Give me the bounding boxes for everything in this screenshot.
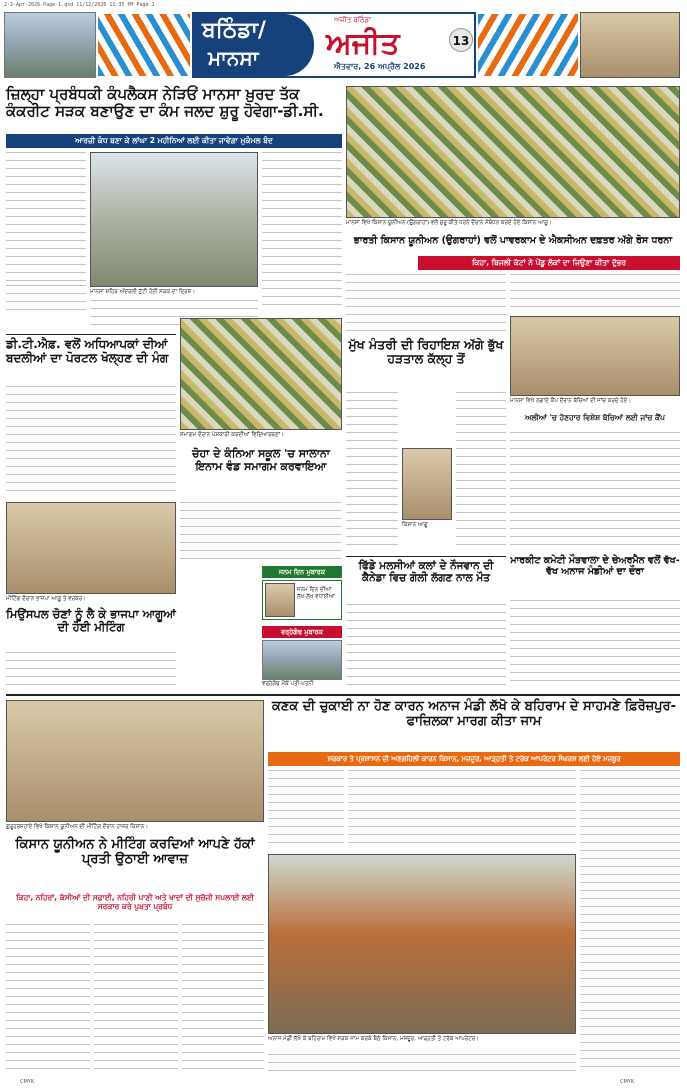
school-photo-caption: ਸਮਾਗਮ ਦੌਰਾਨ ਪੇਸ਼ਕਾਰੀ ਕਰਦੀਆਂ ਵਿਦਿਆਰਥਣਾਂ। — [180, 432, 284, 438]
edition-right: ਮਾਨਸਾ — [208, 46, 259, 70]
road-body-col2 — [262, 152, 342, 312]
footer-right: CMYK — [620, 1079, 635, 1085]
anniversary-caption: ਵਰ੍ਹੇਗੰਢ ਮੌਕੇ ਪਤੀ-ਪਤਨੀ — [262, 681, 314, 687]
masthead — [0, 10, 687, 82]
print-strip: 2-2-Apr-2026-Page-1.qxd 11/12/2026 11:35 PM Page 1 — [4, 2, 155, 8]
footer-strip — [0, 1076, 687, 1089]
canada-headline: ਫਿੱਡੇ ਮਲਸੀਆਂ ਕਲਾਂ ਦੇ ਨੌਜਵਾਨ ਦੀ ਕੈਨੇਡਾ ਵਿਚ ਗੋਲੀ ਲੱਗਣ ਨਾਲ ਮੌਤ — [358, 560, 494, 585]
edition-date: ਐਤਵਾਰ, 26 ਅਪ੍ਰੈਲ 2026 — [334, 62, 426, 71]
protest-body-col2 — [510, 274, 680, 314]
road-headline: ਜ਼ਿਲ੍ਹਾ ਪ੍ਰਬੰਧਕੀ ਕੰਪਲੈਕਸ ਨੇੜਿਓਂ ਮਾਨਸਾ ਖ਼ੁਰਦ ਤੱਕ ਕੰਕਰੀਟ ਸੜਕ ਬਣਾਉਣ ਦਾ ਕੰਮ ਜਲਦ ਸ਼ੁਰੂ ਹੋਵੇਗਾ-ਡੀ.ਸੀ. — [6, 85, 324, 121]
road-photo — [90, 152, 258, 287]
birthday-photo — [265, 583, 295, 617]
road-subheadline: ਆਰਜ਼ੀ ਕੰਧ ਬਣਾ ਕੇ ਲਾਂਘਾ 2 ਮਹੀਨਿਆਂ ਲਈ ਕੀਤਾ ਜਾਵੇਗਾ ਮੁਕੰਮਲ ਬੰਦ — [6, 134, 342, 148]
bjp-meeting-caption: ਮੀਟਿੰਗ ਦੌਰਾਨ ਭਾਜਪਾ ਆਗੂ ਤੇ ਵਰਕਰ। — [6, 596, 86, 602]
road-body-col1 — [6, 152, 86, 282]
masthead-box — [192, 12, 476, 78]
divider — [6, 694, 680, 696]
decorative-pattern-left — [98, 14, 190, 76]
protest-photo-caption: ਮਾਨਸਾ ਵਿਖੇ ਕਿਸਾਨ ਯੂਨੀਅਨ (ਉਗਰਾਹਾਂ) ਵਲੋਂ ਸ਼ੁਰੂ ਕੀਤੇ ਧਰਨੇ ਦੌਰਾਨ ਸੰਬੋਧਨ ਕਰਦੇ ਹੋਏ ਕਿਸਾਨ ਆਗੂ। — [346, 220, 552, 226]
edition-block — [194, 14, 314, 76]
union-meeting-photo — [6, 700, 264, 822]
bjp-meeting-headline: ਮਿਉਂਸਪਲ ਚੋਣਾਂ ਨੂੰ ਲੈ ਕੇ ਭਾਜਪਾ ਆਗੂਆਂ ਦੀ ਹੋਈ ਮੀਟਿੰਗ — [6, 607, 176, 635]
hunger-strike-caption: ਕਿਸਾਨ ਆਗੂ — [402, 522, 428, 528]
teachers-body — [6, 386, 176, 498]
market-headline: ਮਾਰਕੀਟ ਕਮੇਟੀ ਮੌੜਵਾਲਾ ਦੇ ਚੇਅਰਮੈਨ ਵਲੋਂ ਵੱਖ-ਵੱਖ ਅਨਾਜ ਮੰਡੀਆਂ ਦਾ ਦੌਰਾ — [510, 555, 680, 577]
school-headline: ਚੋਹਾ ਦੇ ਕੰਨਿਆ ਸਕੂਲ 'ਚ ਸਾਲਾਨਾ ਇਨਾਮ ਵੰਡ ਸਮਾਗਮ ਕਰਵਾਇਆ — [192, 447, 330, 473]
anganwadi-caption: ਮਾਨਸਾ ਵਿਖੇ ਲਗਾਏ ਕੈਂਪ ਦੌਰਾਨ ਬੱਚਿਆਂ ਦੀ ਜਾਂਚ ਕਰਦੇ ਹੋਏ। — [510, 398, 632, 404]
canada-body — [346, 604, 506, 688]
union-meeting-caption: ਗੁਰੂਹਰਸਹਾਏ ਵਿਖੇ ਕਿਸਾਨ ਯੂਨੀਅਨ ਦੀ ਮੀਟਿੰਗ ਦੌਰਾਨ ਹਾਜ਼ਰ ਕਿਸਾਨ। — [6, 824, 149, 830]
union-body-col1 — [6, 924, 90, 1072]
road-photo-caption: ਮਾਨਸਾ ਸ਼ਹਿਰ ਅੰਦਰਲੀ ਟੁੱਟੀ ਹੋਈ ਸੜਕ ਦਾ ਦ੍ਰਿਸ਼। — [90, 289, 196, 295]
protest-body-col1 — [346, 274, 506, 334]
wheat-subheadline: ਸਰਕਾਰ ਤੇ ਪ੍ਰਸ਼ਾਸਨ ਦੀ ਅਣਗਹਿਲੀ ਕਾਰਨ ਕਿਸਾਨ, ਮਜ਼ਦੂਰ, ਆੜ੍ਹਤੀ ਤੇ ਟਰੱਕ ਆਪਰੇਟਰ ਸੰਘਰਸ਼ ਲਈ ਹੋਏ ਮਜ਼ਬੂਰ — [268, 752, 680, 766]
protest-headline: ਭਾਰਤੀ ਕਿਸਾਨ ਯੂਨੀਅਨ (ਉਗਰਾਹਾਂ) ਵਲੋਂ ਪਾਵਰਕਾਮ ਦੇ ਐਕਸੀਅਨ ਦਫ਼ਤਰ ਅੱਗੇ ਰੋਸ ਧਰਨਾ — [353, 235, 673, 246]
anniversary-photo — [262, 640, 342, 680]
divider — [6, 334, 176, 335]
wheat-photo-caption: ਅਨਾਜ ਮੰਡੀ ਲੱਖੋ ਕੇ ਬਹਿਰਾਮ ਵਿਖੇ ਸੜਕ ਜਾਮ ਕਰਕੇ ਬੈਠੇ ਕਿਸਾਨ, ਮਜ਼ਦੂਰ, ਆੜ੍ਹਤੀ ਤੇ ਟਰੱਕ ਆਪਰੇਟਰ। — [268, 1036, 479, 1042]
union-meeting-headline: ਕਿਸਾਨ ਯੂਨੀਅਨ ਨੇ ਮੀਟਿੰਗ ਕਰਦਿਆਂ ਆਪਣੇ ਹੱਕਾਂ ਪ੍ਰਤੀ ਉਠਾਈ ਆਵਾਜ਼ — [15, 837, 255, 867]
wheat-photo — [268, 854, 576, 1034]
decorative-pattern-right — [478, 14, 578, 76]
hunger-strike-headline: ਮੁੱਖ ਮੰਤਰੀ ਦੀ ਰਿਹਾਇਸ਼ ਅੱਗੇ ਭੁੱਖ ਹੜਤਾਲ ਕੱਲ੍ਹ ਤੋਂ — [348, 337, 504, 367]
teachers-headline: ਡੀ.ਟੀ.ਐਫ਼. ਵਲੋਂ ਅਧਿਆਪਕਾਂ ਦੀਆਂ ਬਦਲੀਆਂ ਦਾ ਪੋਰਟਲ ਖੋਲ੍ਹਣ ਦੀ ਮੰਗ — [6, 337, 169, 365]
brand-logo: ਅਜੀਤ — [326, 26, 400, 61]
hunger-body-col2 — [456, 392, 506, 552]
wheat-body-col4 — [268, 1054, 576, 1072]
market-body — [510, 600, 680, 688]
brand-small: ਅਜੀਤ ਬਠਿੰਡਾ — [334, 16, 372, 24]
protest-subheadline: ਕਿਹਾ, ਬਿਜਲੀ ਕੱਟਾਂ ਨੇ ਪੇਂਡੂ ਲੋਕਾਂ ਦਾ ਜਿਊਣਾ ਕੀਤਾ ਦੁੱਭਰ — [418, 256, 680, 270]
edition-left: ਬਠਿੰਡਾ/ — [202, 18, 266, 43]
wheat-body-col3 — [580, 770, 680, 1070]
union-body-col3 — [182, 924, 264, 1072]
bjp-meeting-photo — [6, 502, 176, 594]
masthead-photo-right — [580, 12, 680, 78]
wheat-body-col2 — [348, 770, 576, 850]
wheat-body-col1 — [268, 770, 344, 850]
union-meeting-subheadline: ਕਿਹਾ, ਨਹਿਰਾਂ, ਕੱਸੀਆਂ ਦੀ ਸਫ਼ਾਈ, ਨਹਿਰੀ ਪਾਣੀ ਅਤੇ ਖਾਦਾਂ ਦੀ ਸੁਚੱਜੀ ਸਪਲਾਈ ਲਈ ਸਰਕਾਰ ਕਰੇ ਪੁਖ਼ਤਾ ਪ੍ਰਬੰਧ — [16, 893, 254, 911]
road-body-col3 — [6, 285, 86, 315]
union-body-col2 — [94, 924, 178, 1072]
birthday-label: ਜਨਮ ਦਿਨ ਮੁਬਾਰਕ — [262, 566, 342, 578]
bjp-meeting-body — [6, 652, 176, 688]
hunger-strike-photo — [402, 448, 452, 520]
anganwadi-body — [510, 432, 680, 552]
birthday-box — [262, 580, 342, 620]
footer-left: CMYK — [20, 1079, 35, 1085]
masthead-photo-left — [4, 12, 96, 78]
anniversary-label: ਵਰ੍ਹੇਗੰਢ ਮੁਬਾਰਕ — [262, 626, 342, 638]
birthday-text: ਜਨਮ ਦਿਨ ਦੀਆਂ ਲੱਖ-ਲੱਖ ਵਧਾਈਆਂ — [297, 587, 335, 601]
protest-photo — [346, 86, 680, 218]
school-body — [180, 502, 342, 562]
anganwadi-headline: ਅਲੀਆਂ 'ਚ ਹੋਣਹਾਰ ਵਿਸ਼ੇਸ਼ ਬੱਚਿਆਂ ਲਈ ਜਾਂਚ ਕੈਂਪ — [525, 413, 665, 422]
page-number: 13 — [449, 28, 473, 52]
divider — [346, 556, 506, 557]
school-photo — [180, 318, 342, 430]
wheat-headline: ਕਣਕ ਦੀ ਚੁਕਾਈ ਨਾ ਹੋਣ ਕਾਰਨ ਅਨਾਜ ਮੰਡੀ ਲੱਖੋ ਕੇ ਬਹਿਰਾਮ ਦੇ ਸਾਹਮਣੇ ਫ਼ਿਰੋਜ਼ਪੁਰ-ਫਾਜ਼ਿਲਕਾ ਮਾਰਗ ਕੀਤਾ ਜਾਮ — [271, 699, 677, 729]
anganwadi-photo — [510, 316, 680, 396]
hunger-body-col1 — [346, 392, 398, 552]
